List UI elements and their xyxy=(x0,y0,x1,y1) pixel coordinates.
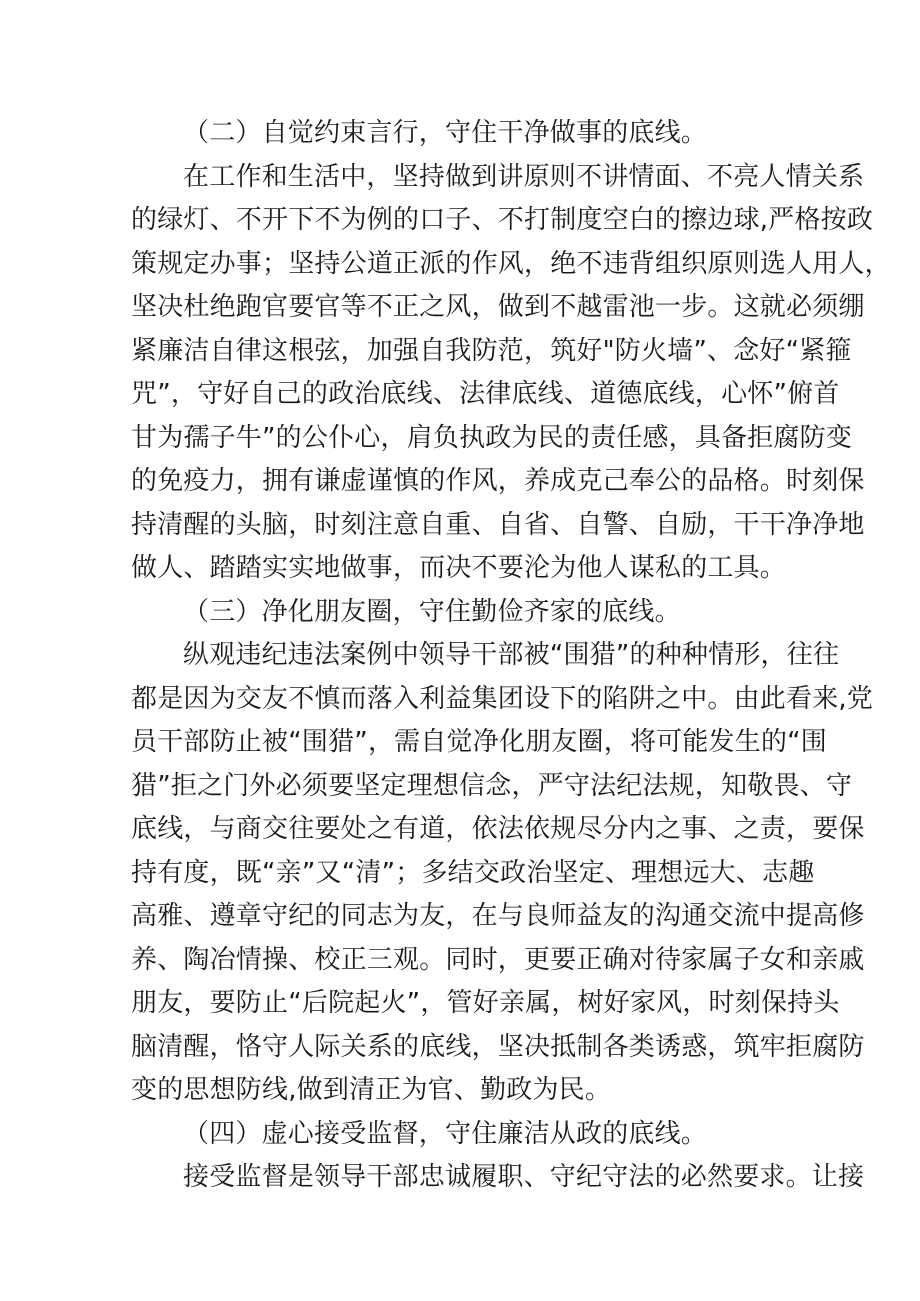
text-line: 策规定办事；坚持公道正派的作风，绝不违背组织原则选人用人， xyxy=(131,248,891,279)
text-line: 的绿灯、不开下不为例的口子、不打制度空白的擦边球,严格按政 xyxy=(131,205,874,235)
text-line: 都是因为交友不慎而落入利益集团设下的陷阱之中。由此看来,党 xyxy=(131,683,874,714)
text-line: 接受监督是领导干部忠诚履职、守纪守法的必然要求。让接 xyxy=(183,1162,865,1192)
text-line: 咒”，守好自己的政治底线、法律底线、道德底线，心怀”俯首 xyxy=(131,379,840,409)
text-line: 朋友，要防止“后院起火”，管好亲属，树好家风，时刻保持头 xyxy=(131,988,840,1018)
text-line: 的免疫力，拥有谦虚谨慎的作风，养成克己奉公的品格。时刻保 xyxy=(131,466,865,496)
text-line: （二）自觉约束言行，守住干净做事的底线。 xyxy=(183,118,708,148)
text-line: 在工作和生活中，坚持做到讲原则不讲情面、不亮人情关系 xyxy=(183,161,865,192)
document-body xyxy=(131,112,891,1200)
text-line: 底线，与商交往要处之有道，依法依规尽分内之事、之责，要保 xyxy=(131,814,865,844)
text-line: 持清醒的头脑，时刻注意自重、自省、自警、自励，干干净净地 xyxy=(131,509,865,540)
text-line: 持有度，既“亲”又“清”；多结交政治坚定、理想远大、志趣 xyxy=(131,857,815,888)
text-line: 紧廉洁自律这根弦，加强自我防范，筑好"防火墙”、念好“紧箍 xyxy=(131,335,852,366)
text-line: 脑清醒，恪守人际关系的底线，坚决抵制各类诱惑，筑牢拒腐防 xyxy=(131,1031,865,1062)
text-line: 猎”拒之门外必须要坚定理想信念，严守法纪法规，知敬畏、守 xyxy=(131,770,853,801)
text-line: 纵观违纪违法案例中领导干部被“围猎”的种种情形，往往 xyxy=(183,640,840,670)
text-line: 变的思想防线,做到清正为官、勤政为民。 xyxy=(131,1075,612,1105)
text-line: 做人、踏踏实实地做事，而决不要沦为他人谋私的工具。 xyxy=(131,553,787,583)
text-line: （四）虚心接受监督，守住廉洁从政的底线。 xyxy=(183,1118,708,1149)
text-line: 甘为孺子牛”的公仆心，肩负执政为民的责任感，具备拒腐防变 xyxy=(131,422,853,453)
text-line: 高雅、遵章守纪的同志为友，在与良师益友的沟通交流中提高修 xyxy=(131,901,865,931)
text-line: 养、陶冶情操、校正三观。同时，更要正确对待家属子女和亲戚 xyxy=(131,944,865,975)
text-line: 坚决杜绝跑官要官等不正之风，做到不越雷池一步。这就必须绷 xyxy=(131,292,865,322)
text-line: （三）净化朋友圈，守住勤俭齐家的底线。 xyxy=(183,596,681,627)
text-line: 员干部防止被“围猎”，需自觉净化朋友圈，将可能发生的“围 xyxy=(131,727,828,757)
